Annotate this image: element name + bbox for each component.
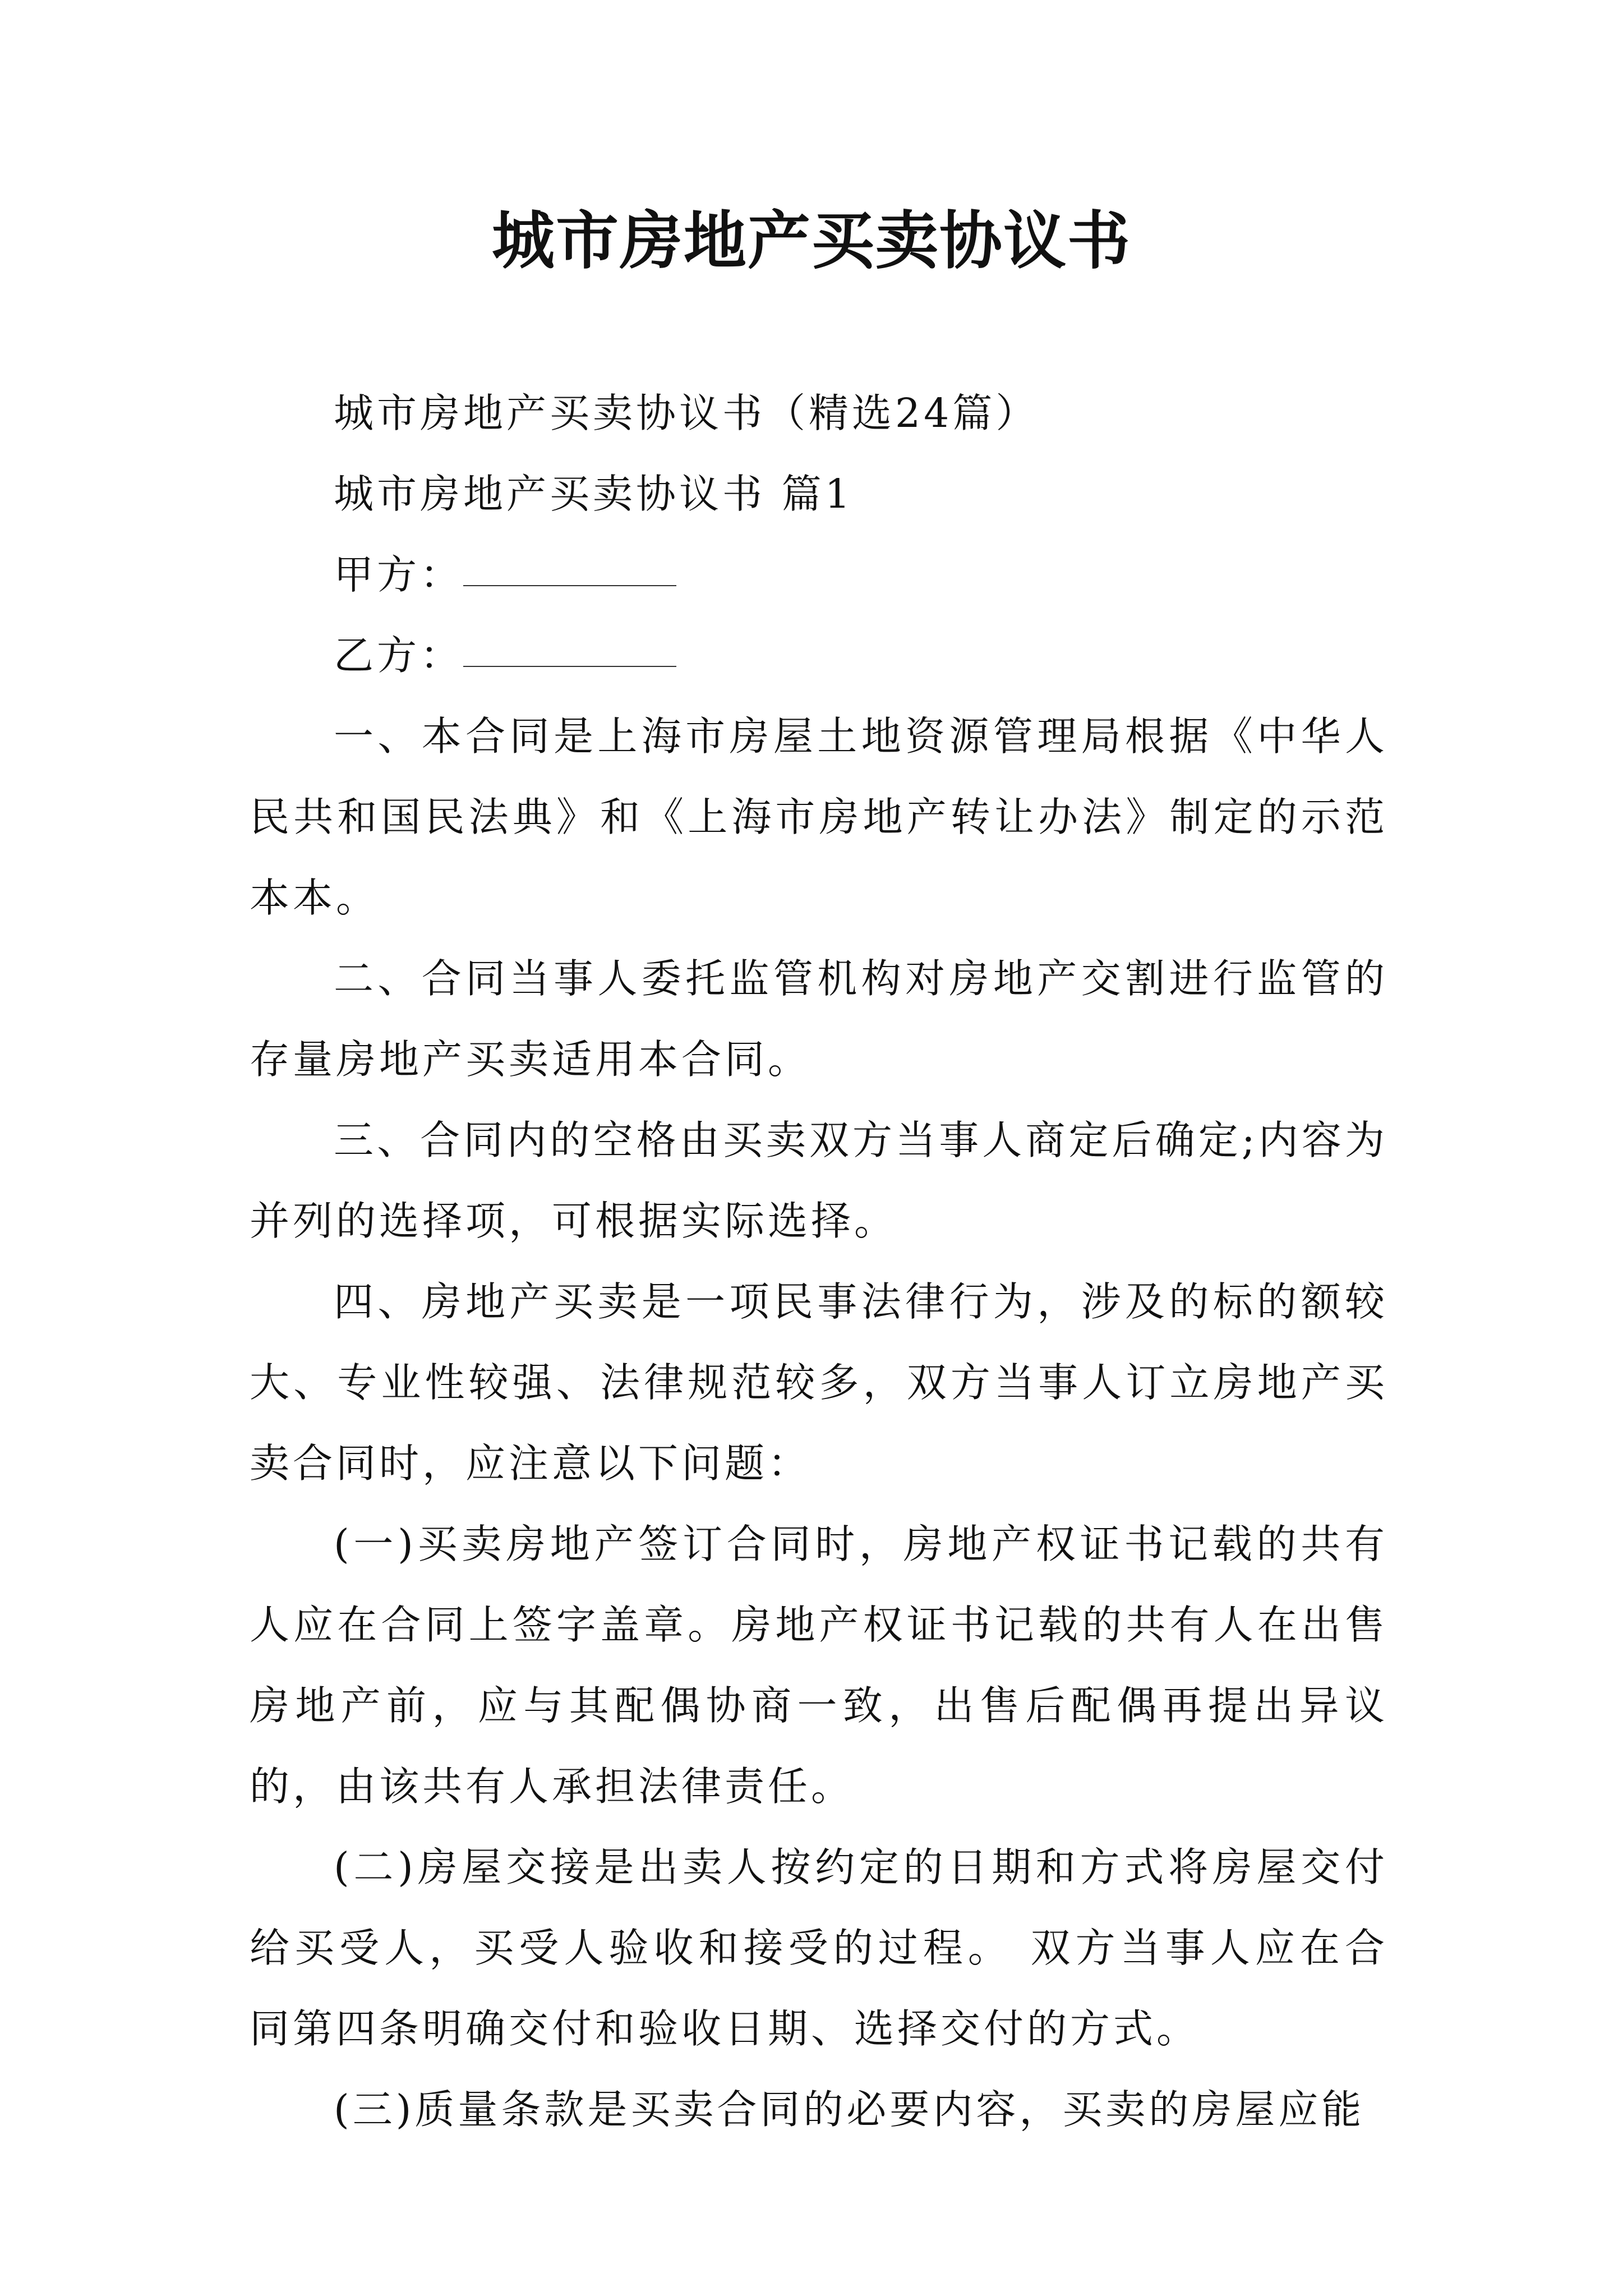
paragraph-3: 三、合同内的空格由买卖双方当事人商定后确定;内容为并列的选择项，可根据实际选择。: [250, 1117, 1388, 1244]
document-title: 城市房地产买卖协议书: [492, 204, 1131, 278]
subtitle-line: 城市房地产买卖协议书（精选24篇）: [334, 390, 1039, 436]
paragraph-7: (三)质量条款是买卖合同的必要内容，买卖的房屋应能: [334, 2086, 1365, 2133]
paragraph-2: 二、合同当事人委托监管机构对房地产交割进行监管的存量房地产买卖适用本合同。: [250, 955, 1388, 1083]
paragraph-5: (一)买卖房地产签订合同时，房地产权证书记载的共有人应在合同上签字盖章。房地产权证书记载的共有人在出售房地产前，应与其配偶协商一致，出售后配偶再提出异议的，由该共有人承担法律责任。: [250, 1521, 1388, 1810]
document-body: [250, 373, 1388, 2150]
paragraph-4: 四、房地产买卖是一项民事法律行为，涉及的标的额较大、专业性较强、法律规范较多，双方当事人订立房地产买卖合同时，应注意以下问题：: [250, 1278, 1388, 1487]
party-b-blank: [463, 666, 676, 667]
paragraph-1: 一、本合同是上海市房屋土地资源管理局根据《中华人民共和国民法典》和《上海市房地产转让办法》制定的示范本本。: [250, 713, 1388, 921]
paragraph-6: (二)房屋交接是出卖人按约定的日期和方式将房屋交付给买受人，买受人验收和接受的过程。 双方当事人应在合同第四条明确交付和验收日期、选择交付的方式。: [250, 1844, 1388, 2052]
party-b-label: 乙方：: [334, 632, 464, 679]
party-b-line: [250, 615, 1388, 696]
party-a-label: 甲方：: [334, 551, 464, 598]
section-heading: 城市房地产买卖协议书 篇1: [334, 471, 854, 517]
party-a-blank: [463, 585, 676, 586]
party-a-line: [250, 535, 1388, 615]
